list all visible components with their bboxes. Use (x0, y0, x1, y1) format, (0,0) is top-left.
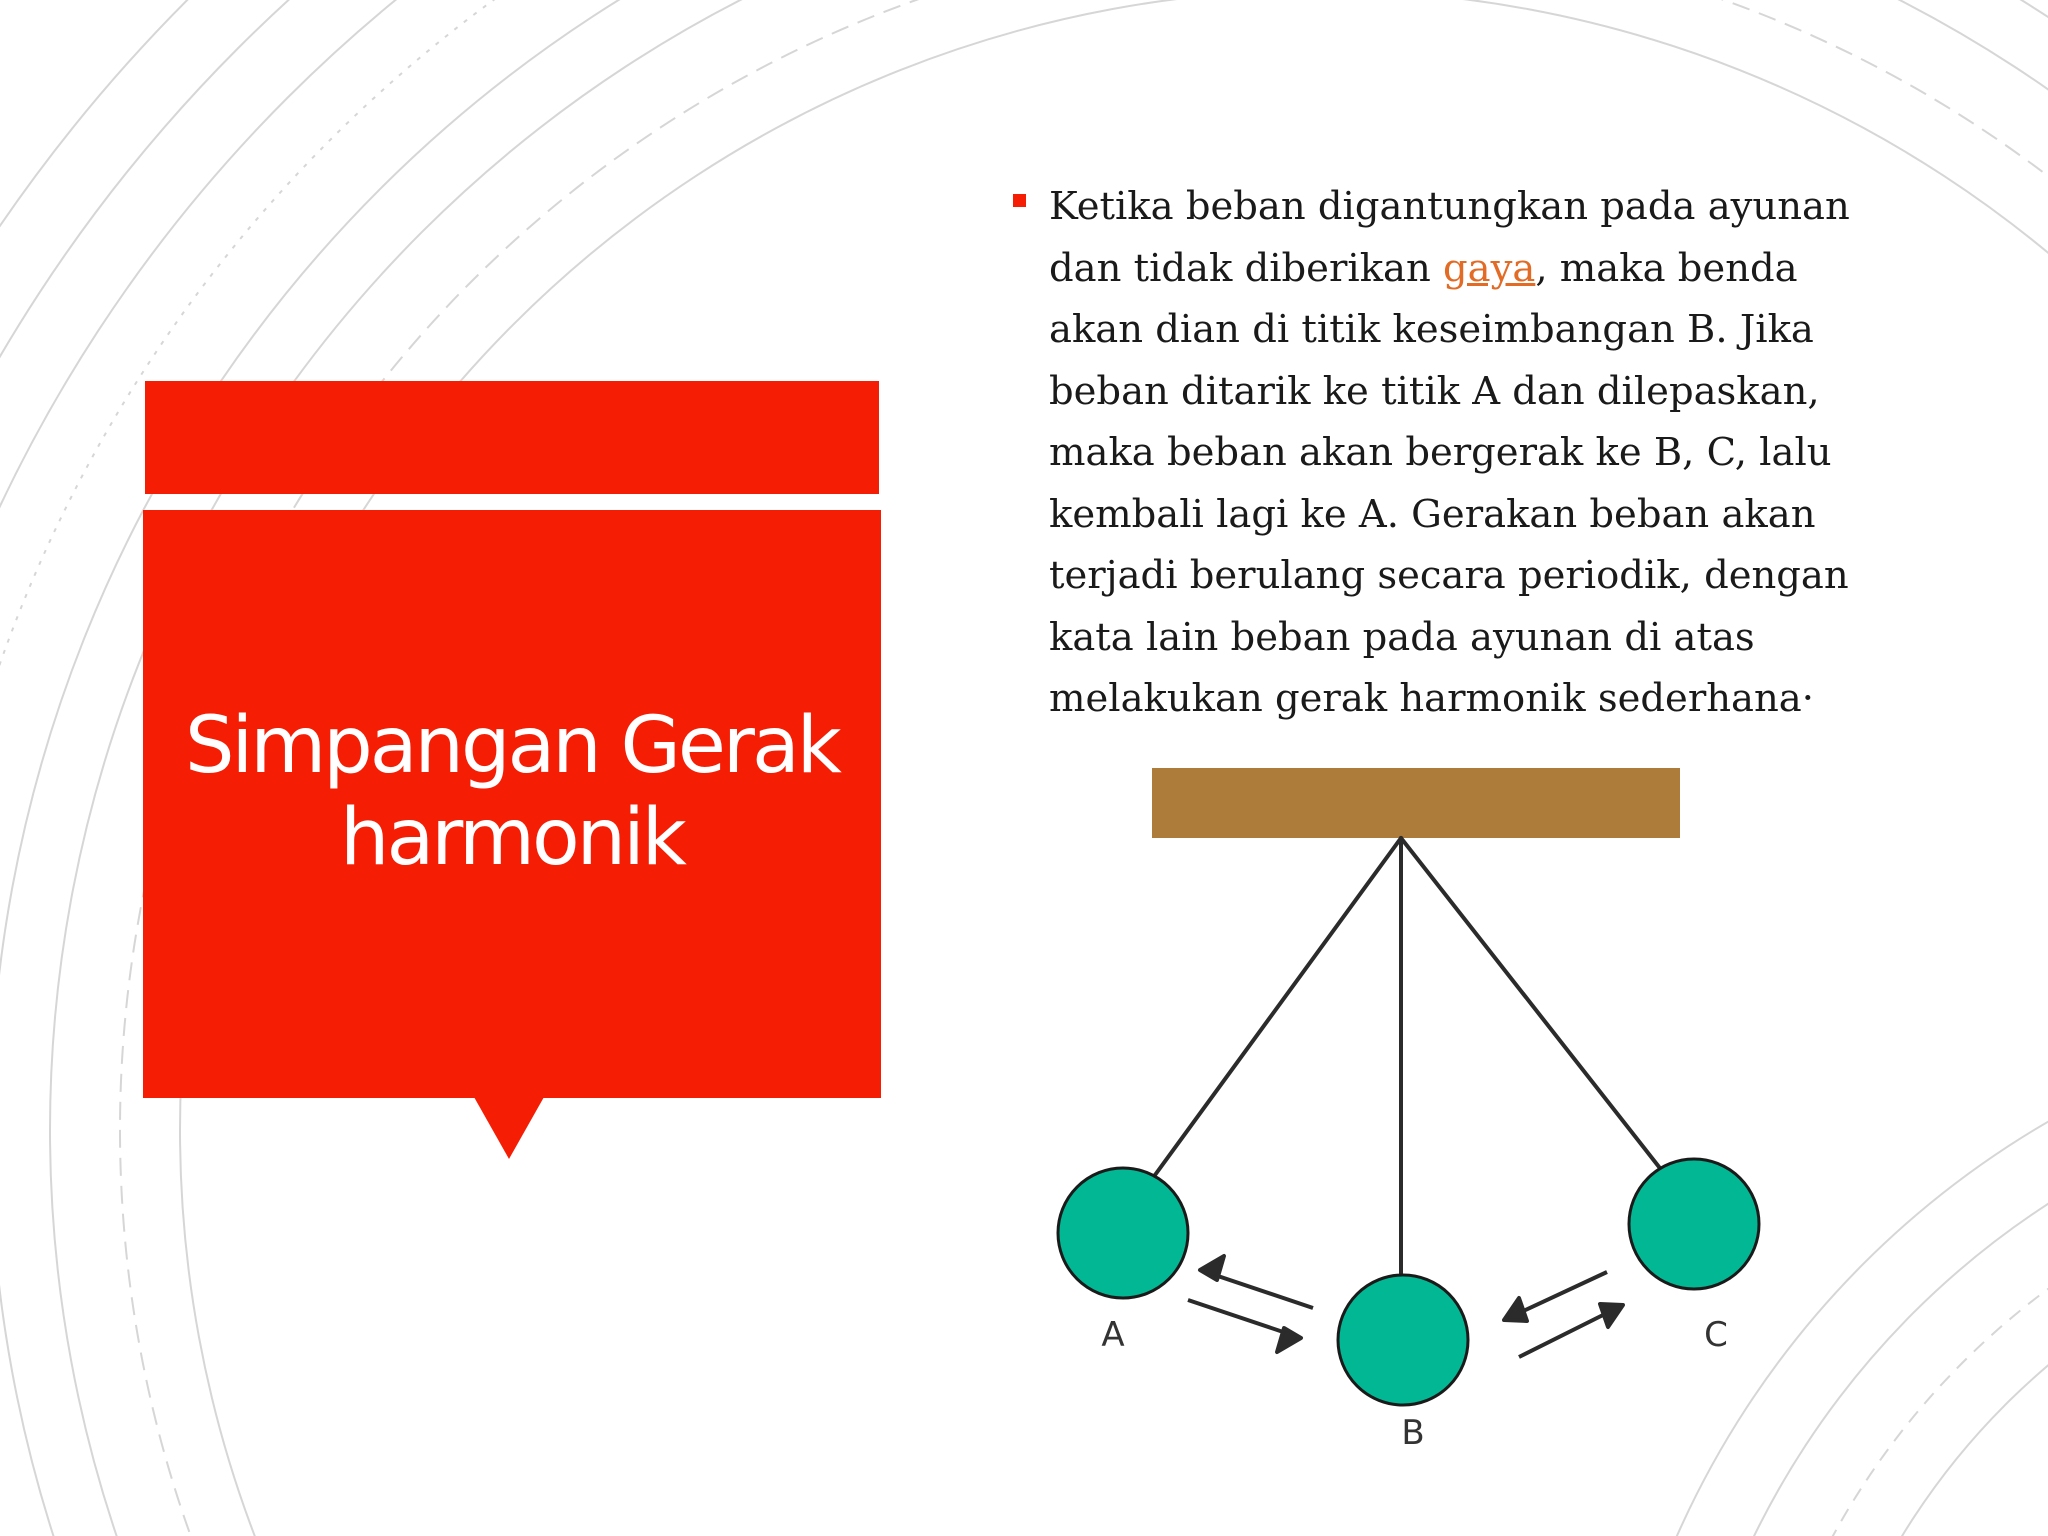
slide-title-line-1: Simpangan Gerak (185, 701, 839, 791)
arrow-b-to-c-icon (1519, 1304, 1623, 1357)
bullet-text: Ketika beban digantungkan pada ayunan dan tidak diberikan gaya, maka benda akan dian di titik keseimbangan B. Jika beban ditarik ke titik A dan dilepaskan, maka beban akan bergerak ke B, C, lalu kembali lagi ke A. Gerakan beban akan terjadi berulang secara periodik, dengan kata lain beban pada ayunan di atas melakukan gerak harmonik sederhana· (1049, 184, 1850, 721)
pendulum-diagram (1040, 760, 1780, 1460)
label-c: C (1704, 1315, 1728, 1355)
arrow-a-to-b-icon (1188, 1300, 1301, 1352)
label-b: B (1401, 1413, 1425, 1453)
title-box-pointer (474, 1097, 544, 1159)
label-a: A (1101, 1315, 1125, 1355)
pendulum-string-c (1401, 838, 1663, 1172)
arrow-c-to-b-icon (1504, 1272, 1607, 1321)
pendulum-bob-c (1629, 1159, 1759, 1289)
pendulum-bob-b (1338, 1275, 1468, 1405)
slide-title-line-2: harmonik (340, 793, 684, 883)
slide-title (143, 700, 881, 884)
gaya-link[interactable]: gaya (1443, 245, 1536, 291)
pendulum-string-a (1155, 838, 1401, 1175)
pendulum-support (1152, 768, 1680, 838)
arrow-b-to-a-icon (1200, 1256, 1313, 1308)
bullet-square-icon (1013, 194, 1026, 207)
title-accent-strip (145, 381, 879, 494)
pendulum-bob-a (1058, 1168, 1188, 1298)
